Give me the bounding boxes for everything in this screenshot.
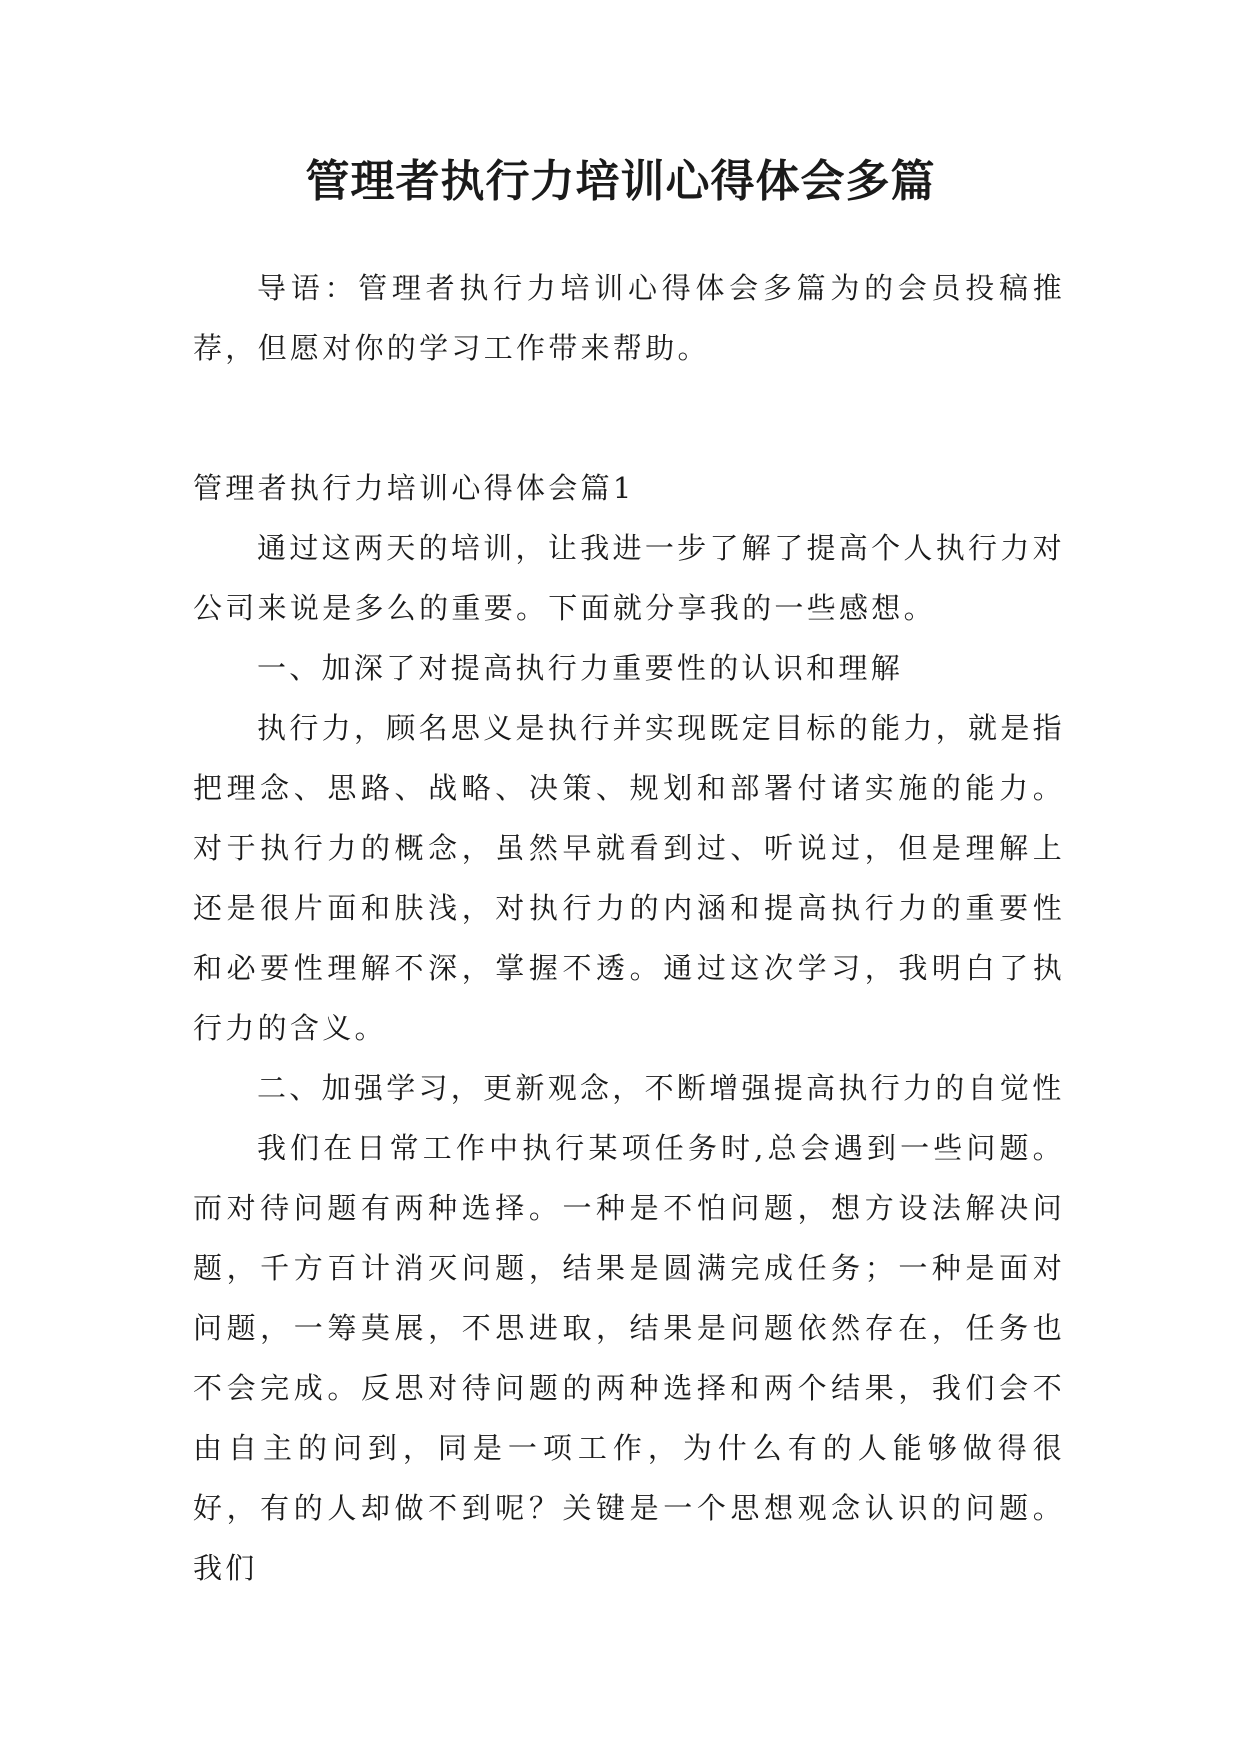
section-1 [193,458,1065,1598]
paragraph-3: 我们在日常工作中执行某项任务时,总会遇到一些问题。而对待问题有两种选择。一种是不怕问题，想方设法解决问题，千方百计消灭问题，结果是圆满完成任务；一种是面对问题，一筹莫展，不思进取，结果是问题依然存在，任务也不会完成。反思对待问题的两种选择和两个结果，我们会不由自主的问到，同是一项工作，为什么有的人能够做得很好，有的人却做不到呢？关键是一个思想观念认识的问题。我们 [193,1131,1065,1585]
document-title: 管理者执行力培训心得体会多篇 [305,156,936,207]
intro-paragraph: 导语：管理者执行力培训心得体会多篇为的会员投稿推荐，但愿对你的学习工作带来帮助。 [193,271,1065,365]
heading-2: 二、加强学习，更新观念，不断增强提高执行力的自觉性 [257,1071,1065,1105]
section-title: 管理者执行力培训心得体会篇1 [193,471,635,505]
heading-1: 一、加深了对提高执行力重要性的认识和理解 [257,651,904,685]
paragraph-2: 执行力，顾名思义是执行并实现既定目标的能力，就是指把理念、思路、战略、决策、规划和部署付诸实施的能力。对于执行力的概念，虽然早就看到过、听说过，但是理解上还是很片面和肤浅，对执行力的内涵和提高执行力的重要性和必要性理解不深，掌握不透。通过这次学习，我明白了执行力的含义。 [193,711,1065,1045]
paragraph-1: 通过这两天的培训，让我进一步了解了提高个人执行力对公司来说是多么的重要。下面就分享我的一些感想。 [193,531,1065,625]
intro-block [193,258,1065,378]
